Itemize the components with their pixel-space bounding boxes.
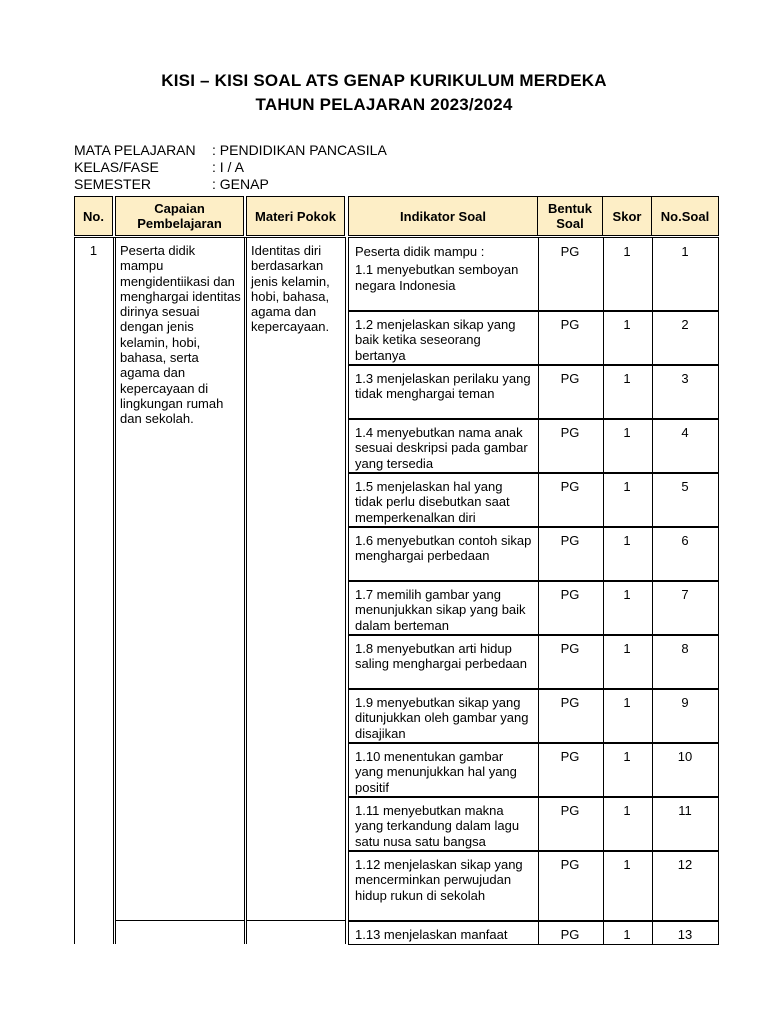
no-soal-value: 8 [681, 641, 689, 656]
skor-value: 1 [623, 244, 631, 259]
meta-mapel-label: MATA PELAJARAN [74, 142, 196, 158]
bentuk-soal-value: PG [560, 695, 580, 710]
meta-kelas-label: KELAS/FASE [74, 159, 159, 175]
skor-value: 1 [623, 803, 631, 818]
indicator-row [348, 688, 719, 744]
capaian-text: Peserta didik mampu mengidentiikasi dan menghargai identitas dirinya sesuai dengan jenis kelamin, hobi, bahasa, serta agama dan kepercayaan di lingkungan rumah dan sekolah. [120, 243, 241, 427]
indicator-row [348, 634, 719, 690]
indicator-text: 1.11 menyebutkan makna yang terkandung dalam lagu satu nusa satu bangsa [355, 803, 520, 849]
no-soal-value: 7 [681, 587, 689, 602]
indicator-row [348, 850, 719, 922]
no-soal-value: 2 [681, 317, 689, 332]
indicator-text: 1.4 menyebutkan nama anak sesuai deskripsi pada gambar yang tersedia [355, 425, 528, 471]
skor-value: 1 [623, 927, 631, 942]
no-soal-value: 9 [681, 695, 689, 710]
col-border-materi-right [345, 237, 346, 944]
bentuk-soal-value: PG [560, 749, 580, 764]
bentuk-soal-value: PG [560, 371, 580, 386]
indicator-text: 1.3 menjelaskan perilaku yang tidak menghargai teman [355, 371, 531, 402]
indicator-text: 1.9 menyebutkan sikap yang ditunjukkan oleh gambar yang disajikan [355, 695, 529, 741]
document-title-line2: TAHUN PELAJARAN 2023/2024 [255, 95, 513, 114]
no-soal-value: 5 [681, 479, 689, 494]
indicator-text: 1.10 menentukan gambar yang menunjukkan hal yang positif [355, 749, 517, 795]
indicator-text: 1.5 menjelaskan hal yang tidak perlu disebutkan saat memperkenalkan diri [355, 479, 510, 525]
skor-value: 1 [623, 749, 631, 764]
bentuk-soal-value: PG [560, 641, 580, 656]
bentuk-soal-value: PG [560, 857, 580, 872]
meta-kelas [74, 159, 244, 176]
no-soal-value: 12 [677, 857, 693, 872]
meta-semester-label: SEMESTER [74, 176, 152, 192]
indicator-row [348, 526, 719, 582]
meta-kelas-value: : I / A [212, 159, 244, 175]
row-number: 1 [89, 243, 98, 258]
header-skor: Skor [602, 196, 652, 236]
bentuk-soal-value: PG [560, 927, 580, 942]
no-soal-value: 6 [681, 533, 689, 548]
indicator-text: 1.7 memilih gambar yang menunjukkan sikap yang baik dalam berteman [355, 587, 526, 633]
header-indikator: Indikator Soal [348, 196, 538, 236]
col-border-capaian-right [244, 237, 245, 944]
skor-value: 1 [623, 317, 631, 332]
meta-semester [74, 176, 269, 193]
indicator-text: 1.12 menjelaskan sikap yang mencerminkan perwujudan hidup rukun di sekolah [355, 857, 523, 903]
indicator-text: 1.8 menyebutkan arti hidup saling menghargai perbedaan [355, 641, 528, 672]
indicator-row [348, 796, 719, 852]
skor-value: 1 [623, 371, 631, 386]
indicator-row [348, 364, 719, 420]
indicator-row [348, 237, 719, 312]
materi-row-divider [246, 920, 345, 921]
capaian-row-divider [115, 920, 244, 921]
bentuk-soal-value: PG [560, 317, 580, 332]
no-soal-value: 1 [681, 244, 689, 259]
col-border-materi-left [246, 237, 247, 944]
indicator-row [348, 310, 719, 366]
indicator-intro: Peserta didik mampu : [355, 244, 485, 259]
skor-value: 1 [623, 695, 631, 710]
header-capaian: Capaian Pembelajaran [115, 196, 244, 236]
skor-value: 1 [623, 857, 631, 872]
indicator-body: 1.1 menyebutkan semboyan negara Indonesia [355, 262, 519, 293]
bentuk-soal-value: PG [560, 587, 580, 602]
no-soal-value: 13 [677, 927, 693, 942]
no-soal-value: 3 [681, 371, 689, 386]
bentuk-soal-value: PG [560, 533, 580, 548]
skor-value: 1 [623, 425, 631, 440]
bentuk-soal-value: PG [560, 244, 580, 259]
col-border-no-left [74, 237, 75, 944]
meta-mapel [74, 142, 387, 159]
no-soal-value: 4 [681, 425, 689, 440]
header-bentuk: Bentuk Soal [537, 196, 603, 236]
header-materi: Materi Pokok [246, 196, 345, 236]
bentuk-soal-value: PG [560, 479, 580, 494]
skor-value: 1 [623, 533, 631, 548]
document-title-line1: KISI – KISI SOAL ATS GENAP KURIKULUM MERDEKA [161, 71, 607, 90]
skor-value: 1 [623, 641, 631, 656]
indicator-row [348, 580, 719, 636]
bentuk-soal-value: PG [560, 425, 580, 440]
skor-value: 1 [623, 479, 631, 494]
indicator-row [348, 742, 719, 798]
meta-mapel-value: : PENDIDIKAN PANCASILA [212, 142, 387, 158]
materi-text: Identitas diri berdasarkan jenis kelamin, hobi, bahasa, agama dan kepercayaan. [251, 243, 330, 335]
indicator-text: 1.13 menjelaskan manfaat [355, 927, 508, 942]
indicator-text: 1.6 menyebutkan contoh sikap menghargai perbedaan [355, 533, 532, 564]
indicator-text [355, 244, 533, 293]
indicator-row [348, 418, 719, 474]
header-nosoal: No.Soal [651, 196, 719, 236]
bentuk-soal-value: PG [560, 803, 580, 818]
no-soal-value: 11 [678, 803, 692, 818]
indicator-row [348, 920, 719, 945]
skor-value: 1 [623, 587, 631, 602]
col-border-capaian-left [115, 237, 116, 944]
meta-semester-value: : GENAP [212, 176, 269, 192]
no-soal-value: 10 [677, 749, 693, 764]
indicator-text: 1.2 menjelaskan sikap yang baik ketika seseorang bertanya [355, 317, 516, 363]
indicator-row [348, 472, 719, 528]
header-no: No. [74, 196, 113, 236]
col-border-no-right [113, 237, 114, 944]
